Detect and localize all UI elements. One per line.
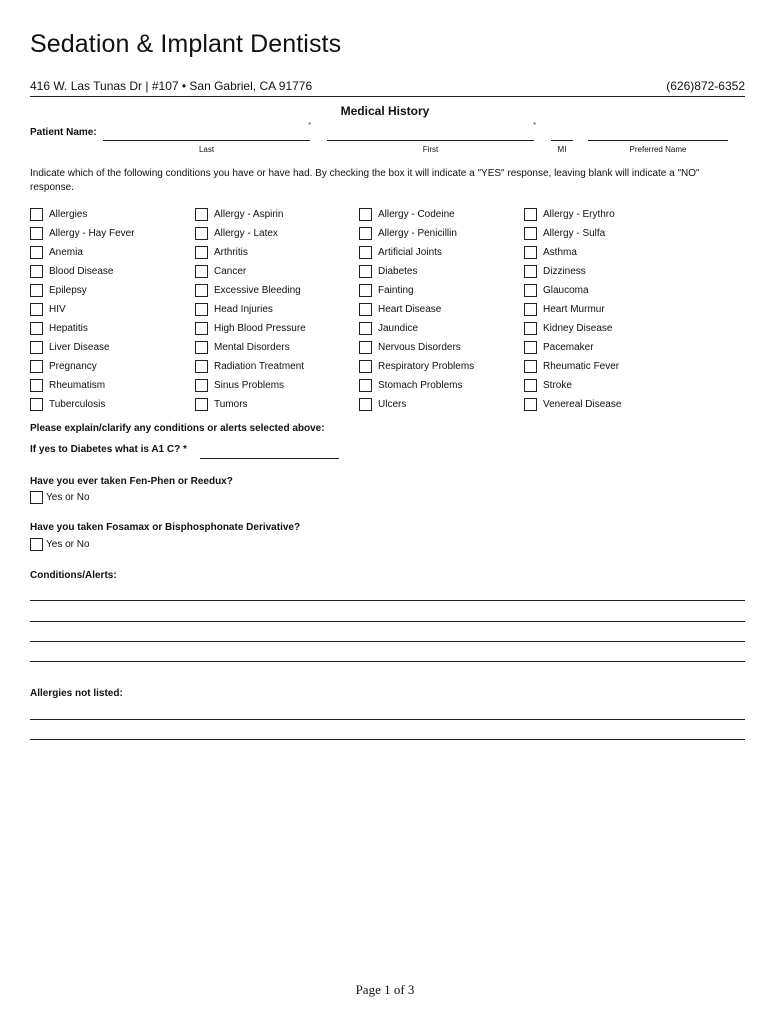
condition-item[interactable]: [195, 396, 248, 412]
condition-item[interactable]: [195, 377, 284, 393]
condition-label: Cancer: [214, 265, 247, 277]
condition-item[interactable]: [195, 244, 248, 260]
condition-label: Liver Disease: [49, 341, 110, 353]
condition-checkbox[interactable]: [30, 227, 43, 240]
condition-item[interactable]: [524, 358, 619, 374]
condition-checkbox[interactable]: [195, 284, 208, 297]
condition-item[interactable]: [524, 339, 594, 355]
patient-name-label: Patient Name:: [30, 127, 97, 138]
condition-item[interactable]: [359, 301, 441, 317]
condition-label: Sinus Problems: [214, 379, 285, 391]
fosamax-option-label: Yes or No: [46, 539, 90, 550]
condition-label: Diabetes: [378, 265, 418, 277]
page-number: Page 1 of 3: [355, 982, 415, 997]
condition-row: [30, 339, 745, 355]
condition-label: Stomach Problems: [378, 379, 463, 391]
condition-item[interactable]: [524, 263, 586, 279]
condition-row: [30, 282, 745, 298]
condition-label: Arthritis: [214, 246, 248, 258]
condition-checkbox[interactable]: [30, 284, 43, 297]
condition-label: High Blood Pressure: [214, 322, 306, 334]
condition-item[interactable]: [359, 396, 406, 412]
condition-label: Tuberculosis: [49, 398, 106, 410]
required-mark: *: [533, 121, 537, 130]
condition-checkbox[interactable]: [524, 303, 537, 316]
condition-checkbox[interactable]: [524, 379, 537, 392]
condition-checkbox[interactable]: [30, 208, 43, 221]
condition-row: [30, 396, 745, 412]
condition-row: [30, 263, 745, 279]
condition-checkbox[interactable]: [359, 284, 372, 297]
condition-checkbox[interactable]: [195, 398, 208, 411]
condition-checkbox[interactable]: [524, 265, 537, 278]
condition-checkbox[interactable]: [195, 265, 208, 278]
condition-item[interactable]: [30, 377, 105, 393]
conditions-alerts-line-2[interactable]: [30, 621, 745, 622]
condition-label: Ulcers: [378, 398, 407, 410]
fosamax-question: Have you taken Fosamax or Bisphosphonate Derivative?: [30, 522, 301, 533]
conditions-alerts-label: Conditions/Alerts:: [30, 570, 117, 581]
condition-label: Stroke: [543, 379, 572, 391]
last-name-field[interactable]: [103, 140, 310, 141]
condition-label: Blood Disease: [49, 265, 114, 277]
condition-item[interactable]: [195, 206, 283, 222]
condition-item[interactable]: [195, 263, 246, 279]
condition-item[interactable]: [195, 358, 304, 374]
condition-checkbox[interactable]: [524, 398, 537, 411]
condition-checkbox[interactable]: [359, 341, 372, 354]
fosamax-option[interactable]: [30, 538, 90, 551]
preferred-name-caption: Preferred Name: [629, 145, 687, 154]
fosamax-checkbox[interactable]: [30, 538, 43, 551]
condition-checkbox[interactable]: [359, 265, 372, 278]
condition-item[interactable]: [359, 225, 457, 241]
condition-item[interactable]: [359, 377, 462, 393]
condition-item[interactable]: [30, 282, 87, 298]
condition-item[interactable]: [30, 225, 135, 241]
condition-item[interactable]: [195, 301, 273, 317]
condition-item[interactable]: [195, 225, 278, 241]
page-title: Sedation & Implant Dentists: [30, 30, 342, 58]
condition-checkbox[interactable]: [524, 208, 537, 221]
condition-item[interactable]: [359, 320, 418, 336]
condition-checkbox[interactable]: [30, 379, 43, 392]
condition-label: Allergy - Sulfa: [543, 227, 606, 239]
condition-item[interactable]: [524, 244, 577, 260]
condition-item[interactable]: [524, 206, 615, 222]
condition-row: [30, 225, 745, 241]
condition-row: [30, 301, 745, 317]
condition-checkbox[interactable]: [359, 246, 372, 259]
condition-label: Asthma: [543, 246, 577, 258]
condition-label: Artificial Joints: [378, 246, 442, 258]
condition-row: [30, 358, 745, 374]
condition-checkbox[interactable]: [30, 265, 43, 278]
condition-label: Pacemaker: [543, 341, 594, 353]
condition-row: [30, 377, 745, 393]
condition-checkbox[interactable]: [524, 360, 537, 373]
condition-checkbox[interactable]: [359, 303, 372, 316]
condition-label: Hepatitis: [49, 322, 88, 334]
condition-label: Nervous Disorders: [378, 341, 461, 353]
required-mark: *: [308, 121, 312, 130]
conditions-alerts-line-1[interactable]: [30, 600, 745, 601]
section-heading: Medical History: [340, 104, 430, 118]
condition-item[interactable]: [195, 339, 290, 355]
condition-item[interactable]: [30, 320, 88, 336]
condition-checkbox[interactable]: [195, 360, 208, 373]
condition-checkbox[interactable]: [524, 322, 537, 335]
condition-checkbox[interactable]: [195, 322, 208, 335]
practice-address: 416 W. Las Tunas Dr | #107 • San Gabriel, CA 91776: [30, 79, 313, 93]
condition-label: Mental Disorders: [214, 341, 290, 353]
condition-checkbox[interactable]: [359, 398, 372, 411]
condition-label: Allergies: [49, 208, 88, 220]
condition-item[interactable]: [30, 263, 113, 279]
condition-label: Allergy - Latex: [214, 227, 278, 239]
condition-checkbox[interactable]: [524, 284, 537, 297]
condition-checkbox[interactable]: [30, 322, 43, 335]
condition-label: Epilepsy: [49, 284, 87, 296]
condition-checkbox[interactable]: [195, 227, 208, 240]
condition-label: Rheumatic Fever: [543, 360, 620, 372]
explain-label: Please explain/clarify any conditions or alerts selected above:: [30, 423, 325, 434]
condition-item[interactable]: [359, 339, 461, 355]
condition-label: HIV: [49, 303, 66, 315]
middle-initial-caption: MI: [557, 145, 567, 154]
condition-label: Kidney Disease: [543, 322, 613, 334]
condition-label: Venereal Disease: [543, 398, 622, 410]
condition-item[interactable]: [359, 263, 417, 279]
condition-label: Allergy - Erythro: [543, 208, 615, 220]
condition-checkbox[interactable]: [195, 208, 208, 221]
conditions-alerts-line-4[interactable]: [30, 661, 745, 662]
condition-item[interactable]: [359, 358, 474, 374]
a1c-label: If yes to Diabetes what is A1 C? *: [30, 444, 187, 455]
condition-checkbox[interactable]: [359, 227, 372, 240]
fenphen-question: Have you ever taken Fen-Phen or Reedux?: [30, 476, 233, 487]
allergies-line-1[interactable]: [30, 719, 745, 720]
condition-checkbox[interactable]: [359, 208, 372, 221]
condition-label: Fainting: [378, 284, 414, 296]
allergies-not-listed-label: Allergies not listed:: [30, 688, 123, 699]
condition-item[interactable]: [524, 301, 605, 317]
condition-checkbox[interactable]: [30, 398, 43, 411]
condition-label: Heart Disease: [378, 303, 442, 315]
condition-checkbox[interactable]: [524, 227, 537, 240]
preferred-name-field[interactable]: [588, 140, 728, 141]
condition-label: Pregnancy: [49, 360, 97, 372]
condition-item[interactable]: [30, 206, 87, 222]
middle-initial-field[interactable]: [551, 140, 573, 141]
first-name-field[interactable]: [327, 140, 534, 141]
condition-row: [30, 206, 745, 222]
condition-label: Dizziness: [543, 265, 586, 277]
condition-item[interactable]: [524, 377, 572, 393]
condition-row: [30, 320, 745, 336]
condition-checkbox[interactable]: [30, 341, 43, 354]
condition-checkbox[interactable]: [195, 246, 208, 259]
condition-label: Allergy - Penicillin: [378, 227, 457, 239]
condition-item[interactable]: [359, 244, 442, 260]
condition-item[interactable]: [524, 396, 621, 412]
condition-checkbox[interactable]: [195, 303, 208, 316]
condition-checkbox[interactable]: [524, 246, 537, 259]
condition-label: Allergy - Aspirin: [214, 208, 284, 220]
condition-checkbox[interactable]: [30, 360, 43, 373]
fenphen-checkbox[interactable]: [30, 491, 43, 504]
condition-label: Glaucoma: [543, 284, 589, 296]
condition-checkbox[interactable]: [30, 246, 43, 259]
condition-item[interactable]: [359, 206, 455, 222]
condition-item[interactable]: [359, 282, 414, 298]
conditions-alerts-line-3[interactable]: [30, 641, 745, 642]
condition-checkbox[interactable]: [195, 379, 208, 392]
condition-checkbox[interactable]: [359, 360, 372, 373]
condition-checkbox[interactable]: [359, 379, 372, 392]
condition-label: Jaundice: [378, 322, 419, 334]
condition-label: Head Injuries: [214, 303, 273, 315]
condition-item[interactable]: [195, 320, 306, 336]
header-divider: [30, 96, 745, 97]
condition-checkbox[interactable]: [524, 341, 537, 354]
condition-label: Rheumatism: [49, 379, 106, 391]
condition-item[interactable]: [524, 282, 589, 298]
fenphen-option[interactable]: [30, 491, 90, 504]
condition-label: Anemia: [49, 246, 83, 258]
condition-item[interactable]: [30, 339, 110, 355]
a1c-input[interactable]: [200, 458, 339, 459]
last-name-caption: Last: [198, 145, 215, 154]
practice-phone: (626)872-6352: [666, 79, 745, 93]
condition-label: Respiratory Problems: [378, 360, 475, 372]
condition-checkbox[interactable]: [30, 303, 43, 316]
condition-label: Excessive Bleeding: [214, 284, 301, 296]
condition-item[interactable]: [195, 282, 301, 298]
condition-label: Allergy - Codeine: [378, 208, 455, 220]
condition-checkbox[interactable]: [359, 322, 372, 335]
condition-item[interactable]: [30, 244, 83, 260]
first-name-caption: First: [422, 145, 439, 154]
condition-item[interactable]: [524, 225, 605, 241]
condition-checkbox[interactable]: [195, 341, 208, 354]
condition-label: Allergy - Hay Fever: [49, 227, 135, 239]
condition-label: Radiation Treatment: [214, 360, 305, 372]
condition-item[interactable]: [30, 358, 97, 374]
condition-row: [30, 244, 745, 260]
condition-item[interactable]: [30, 301, 66, 317]
fenphen-option-label: Yes or No: [46, 492, 90, 503]
instructions-text: Indicate which of the following conditions you have or have had. By checking the box it will indicate a "YES" response, leaving blank will indicate a "NO" response.: [30, 168, 700, 193]
allergies-line-2[interactable]: [30, 739, 745, 740]
condition-label: Heart Murmur: [543, 303, 605, 315]
condition-item[interactable]: [524, 320, 612, 336]
condition-item[interactable]: [30, 396, 105, 412]
condition-label: Tumors: [214, 398, 248, 410]
